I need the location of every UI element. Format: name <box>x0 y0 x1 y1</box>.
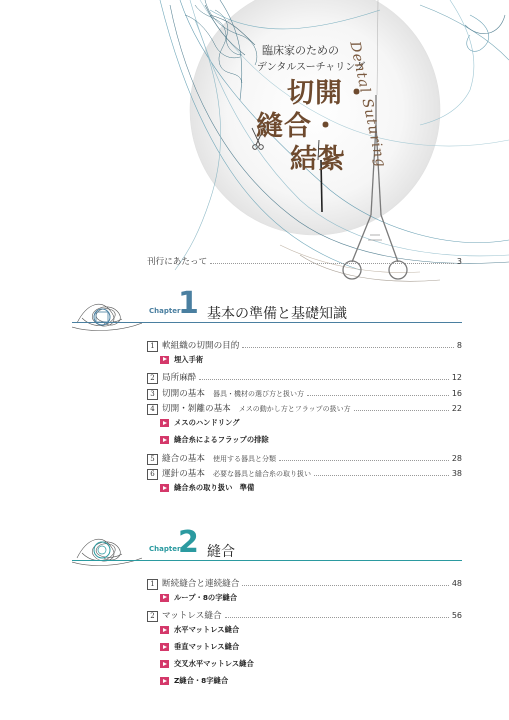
toc-subentry[interactable] <box>160 592 237 604</box>
toc-entry-number: 4 <box>147 404 158 415</box>
toc-entry[interactable] <box>147 386 462 400</box>
toc-entry-label <box>147 452 276 465</box>
play-marker-icon <box>160 643 169 651</box>
toc-subentry-label: 交叉水平マットレス縫合 <box>174 659 254 668</box>
toc-entry-title: 切開の基本 <box>162 388 205 399</box>
play-marker-icon <box>160 484 169 492</box>
toc-entry-number: 1 <box>147 341 158 352</box>
toc-subentry[interactable] <box>160 624 239 636</box>
toc-subentry-label: 縫合糸によるフラップの排除 <box>174 435 269 444</box>
toc-entry-label <box>147 387 304 400</box>
toc-subentry[interactable] <box>160 417 240 429</box>
toc-entry[interactable] <box>147 371 462 385</box>
play-marker-icon <box>160 660 169 668</box>
cover-title-line1: 切開・ <box>287 78 371 109</box>
toc-subentry[interactable] <box>160 641 239 653</box>
toc-entry-title: 切開・剝離の基本 <box>162 404 231 414</box>
leader-dots <box>242 585 448 586</box>
toc-entry-label <box>147 467 311 480</box>
toc-entry-title: マットレス縫合 <box>162 611 222 621</box>
chapter1-thread-knot-icon <box>72 293 142 335</box>
toc-entry-label <box>147 402 351 415</box>
toc-subentry-label: 縫合糸の取り扱い 準備 <box>174 483 255 492</box>
cover-title-line3: 結紮 <box>290 144 346 175</box>
toc-entry-number: 2 <box>147 611 158 622</box>
toc-page-number: 12 <box>451 373 462 382</box>
toc-entry-title: 断続縫合と連続縫合 <box>162 578 240 589</box>
toc-subentry-label: ループ・8の字縫合 <box>174 592 238 602</box>
toc-page-number: 56 <box>451 611 462 620</box>
play-marker-icon <box>160 419 169 427</box>
toc-page-number: 3 <box>456 256 462 266</box>
toc-entry-number: 5 <box>147 454 158 465</box>
toc-entry-note: 器具・機材の選び方と扱い方 <box>212 389 304 398</box>
chapter2-title[interactable]: 縫合 <box>207 544 235 560</box>
chapter2-number: 2 <box>178 525 199 560</box>
toc-entry-number: 6 <box>147 469 158 480</box>
toc-entry-label <box>147 339 239 352</box>
play-marker-icon <box>160 436 169 444</box>
toc-page-number: 48 <box>451 578 462 588</box>
toc-subentry[interactable] <box>160 354 203 366</box>
toc-entry-title: 局所麻酔 <box>162 373 197 383</box>
toc-entry-label <box>147 609 222 622</box>
toc-subentry[interactable] <box>160 675 228 687</box>
play-marker-icon <box>160 356 169 364</box>
toc-subentry-label: Z縫合・8字縫合 <box>174 676 229 685</box>
toc-preface-row[interactable] <box>147 254 462 268</box>
toc-preface-label: 刊行にあたって <box>147 257 208 267</box>
cover-script-title: Dental Suturing <box>346 40 389 170</box>
leader-dots <box>242 347 454 348</box>
toc-subentry-label: メスのハンドリング <box>174 418 240 427</box>
play-marker-icon <box>160 677 169 685</box>
chapter2-rule <box>72 560 462 561</box>
cover-title-line2: 縫合・ <box>256 111 340 142</box>
chapter1-label: Chapter <box>149 307 181 315</box>
chapter1-rule <box>72 322 462 323</box>
toc-subentry-label: 水平マットレス縫合 <box>174 625 240 634</box>
toc-entry-number: 1 <box>147 579 158 590</box>
toc-entry[interactable] <box>147 576 462 590</box>
toc-entry[interactable] <box>147 402 462 416</box>
toc-entry-note: 必要な器具と縫合糸の取り扱い <box>212 470 311 478</box>
toc-entry-title: 軟組織の切開の目的 <box>162 340 240 351</box>
chapter2-thread-knot-icon <box>72 528 142 570</box>
cover-subtitle-line2: デンタルスーチャリング <box>257 62 366 73</box>
toc-entry[interactable] <box>147 609 462 623</box>
toc-subentry[interactable] <box>160 482 254 494</box>
toc-entry-number: 2 <box>147 373 158 384</box>
leader-dots <box>354 410 449 411</box>
toc-subentry[interactable] <box>160 434 269 446</box>
toc-entry-number: 3 <box>147 389 158 400</box>
leader-dots <box>199 379 448 380</box>
play-marker-icon <box>160 594 169 602</box>
toc-entry-label <box>147 371 196 384</box>
toc-entry[interactable] <box>147 451 462 465</box>
toc-page-number: 28 <box>451 453 462 463</box>
leader-dots <box>210 263 454 264</box>
chapter2-label: Chapter <box>149 545 181 553</box>
chapter1-title[interactable]: 基本の準備と基礎知識 <box>207 306 347 322</box>
toc-page-number: 16 <box>451 388 462 398</box>
cover-subtitle-line1: 臨床家のための <box>262 44 339 57</box>
leader-dots <box>307 395 449 396</box>
toc-entry-title: 縫合の基本 <box>162 453 205 464</box>
toc-page-number: 22 <box>451 404 462 413</box>
toc-page-number: 38 <box>451 469 462 478</box>
toc-subentry-label: 埋入手術 <box>174 354 204 364</box>
toc-entry-note: メスの動かし方とフラップの扱い方 <box>238 405 351 413</box>
leader-dots <box>314 475 449 476</box>
toc-entry-label <box>147 577 239 590</box>
play-marker-icon <box>160 626 169 634</box>
toc-entry-note: 使用する器具と分類 <box>212 454 276 463</box>
toc-subentry[interactable] <box>160 658 254 670</box>
leader-dots <box>225 617 449 618</box>
toc-subentry-label: 垂直マットレス縫合 <box>174 642 240 651</box>
chapter1-number: 1 <box>178 286 199 321</box>
toc-entry-title: 運針の基本 <box>162 469 205 479</box>
leader-dots <box>279 460 449 461</box>
toc-entry[interactable] <box>147 338 462 352</box>
toc-page-number: 8 <box>456 340 462 350</box>
toc-entry[interactable] <box>147 467 462 481</box>
